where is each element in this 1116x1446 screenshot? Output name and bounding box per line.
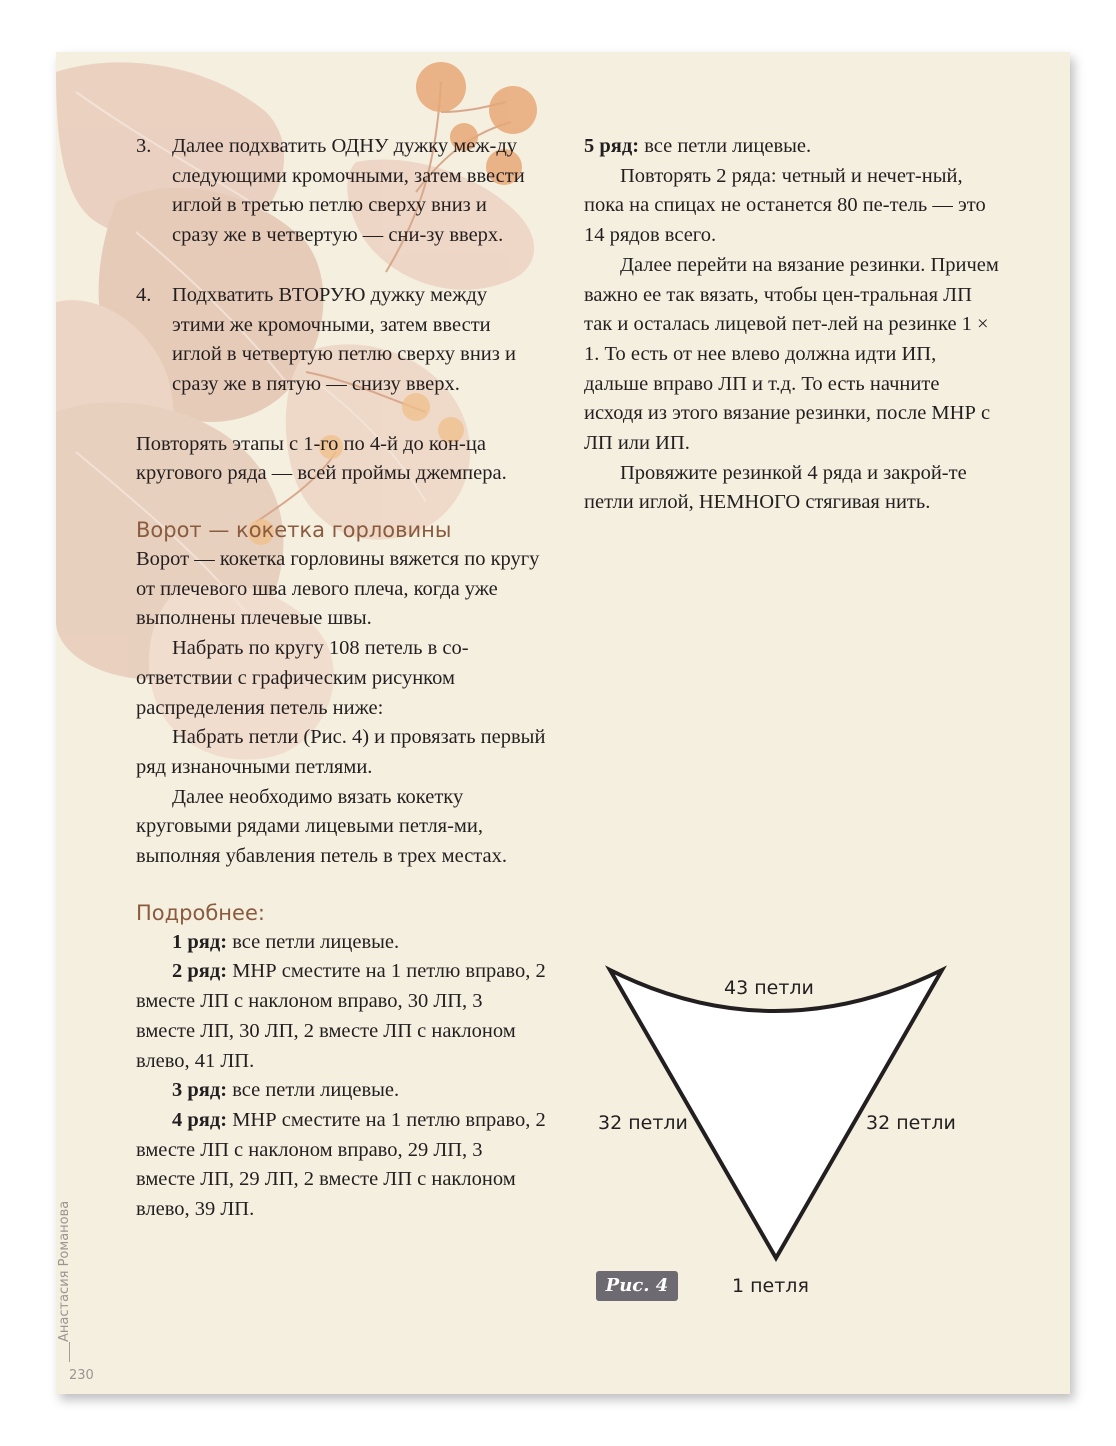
- row-1-instruction: [136, 928, 546, 958]
- section-heading-collar: Ворот — кокетка горловины: [136, 518, 452, 543]
- row-4-label: 4 ряд:: [172, 1108, 228, 1131]
- section-heading-details: Подробнее:: [136, 900, 265, 925]
- right-column: [584, 132, 1000, 518]
- row-1-label: 1 ряд:: [172, 930, 228, 953]
- figure-left-label: 32 петли: [598, 1112, 688, 1134]
- right-paragraph-2: Далее перейти на вязание резинки. Причем важно ее так вязать, чтобы цен-тральная ЛП так и осталась лицевой пет-лей на резинке 1 × 1. То есть от нее влево должна идти ИП, дальше вправо ЛП и т.д. То есть начните исходя из этого вязание резинки, после МНР с ЛП или ИП.: [584, 253, 999, 455]
- collar-paragraph-1: Ворот — кокетка горловины вяжется по кругу от плечевого шва левого плеча, когда уже выполнены плечевые швы.: [136, 548, 540, 630]
- row-3-text: все петли лицевые.: [227, 1079, 400, 1102]
- right-paragraph-3: Провяжите резинкой 4 ряда и закрой-те петли иглой, НЕМНОГО стягивая нить.: [584, 461, 967, 514]
- list-number: 3.: [136, 135, 152, 157]
- list-number: 4.: [136, 283, 152, 306]
- row-4-instruction: [136, 1106, 546, 1225]
- footer-divider: [69, 1342, 70, 1362]
- left-column: [136, 132, 546, 1225]
- row-5-text: все петли лицевые.: [639, 135, 812, 157]
- step-4-text: Подхватить ВТОРУЮ дужку между этими же кромочными, затем ввести иглой в четвертую петлю сверху вниз и сразу же в пятую — снизу вверх.: [172, 283, 516, 395]
- row-3-label: 3 ряд:: [172, 1079, 228, 1102]
- right-paragraph-1: Повторять 2 ряда: четный и нечет-ный, пока на спицах не останется 80 пе-тель — это 14 рядов всего.: [584, 164, 986, 247]
- list-item-step-4: [136, 281, 546, 400]
- figure-top-label: 43 петли: [724, 977, 814, 999]
- author-name: Анастасия Романова: [57, 1200, 72, 1342]
- repeat-paragraph: Повторять этапы с 1-го по 4-й до кон-ца кругового ряда — всей проймы джемпера.: [136, 432, 507, 485]
- book-page: [56, 52, 1070, 1394]
- row-2-label: 2 ряд:: [172, 960, 228, 983]
- row-1-text: все петли лицевые.: [227, 930, 400, 953]
- figure-bottom-label: 1 петля: [732, 1275, 809, 1297]
- row-2-text: МНР сместите на 1 петлю вправо, 2 вместе ЛП с наклоном вправо, 30 ЛП, 3 вместе ЛП, 30 ЛП, 2 вместе ЛП с наклоном влево, 41 ЛП.: [136, 960, 546, 1072]
- row-5-instruction: [584, 132, 1000, 162]
- collar-paragraph-2: Набрать по кругу 108 петель в со-ответствии с графическим рисунком распределения петель ниже:: [136, 637, 469, 719]
- row-3-instruction: [136, 1076, 546, 1106]
- page-number: 230: [69, 1368, 94, 1383]
- row-4-text: МНР сместите на 1 петлю вправо, 2 вместе ЛП с наклоном вправо, 29 ЛП, 3 вместе ЛП, 29 ЛП, 2 вместе ЛП с наклоном влево, 39 ЛП.: [136, 1108, 546, 1221]
- list-item-step-3: [136, 132, 546, 251]
- collar-paragraph-4: Далее необходимо вязать кокетку круговыми рядами лицевыми петля-ми, выполняя убавления петель в трех местах.: [136, 785, 507, 868]
- figure-caption-badge: Рис. 4: [596, 1271, 678, 1301]
- row-2-instruction: [136, 957, 546, 1076]
- figure-right-label: 32 петли: [866, 1112, 956, 1134]
- row-5-label: 5 ряд:: [584, 135, 640, 157]
- step-3-text: Далее подхватить ОДНУ дужку меж-ду следующими кромочными, затем ввести иглой в третью петлю сверху вниз и сразу же в четвертую — сни-зу вверх.: [172, 135, 525, 247]
- collar-paragraph-3: Набрать петли (Рис. 4) и провязать первый ряд изнаночными петлями.: [136, 726, 546, 778]
